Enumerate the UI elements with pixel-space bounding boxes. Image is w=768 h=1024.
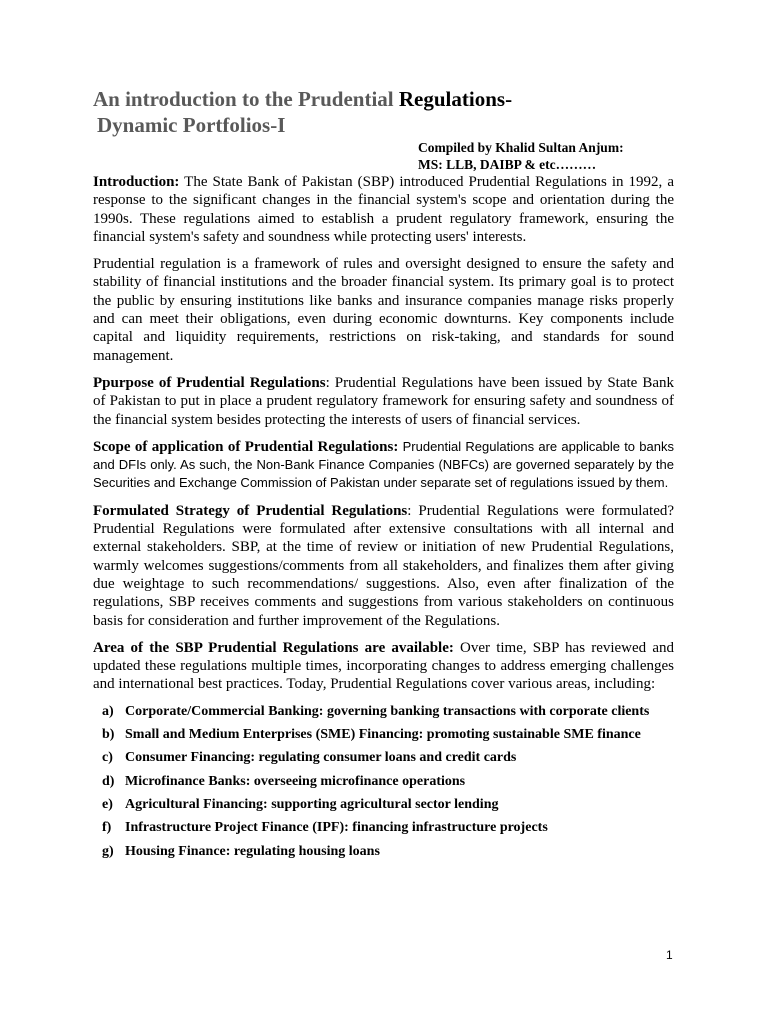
title-part-1: An introduction to the Prudential	[93, 87, 399, 111]
document-title	[93, 86, 674, 138]
scope-text: Prudential Regulations are applicable to banks and DFIs only. As such, the Non-Bank Finance Companies (NBFCs) are governed separately by the Securities and Exchange Commission of Pakistan under separate set of regulations issued by them.	[93, 438, 674, 491]
area-text: Over time, SBP has reviewed and updated these regulations multiple times, incorporating changes to address emerging challenges and international best practices. Today, Prudential Regulations cover various areas, including:	[93, 639, 674, 693]
area-paragraph	[93, 639, 674, 694]
purpose-paragraph	[93, 374, 674, 429]
list-item	[93, 819, 674, 836]
strategy-paragraph	[93, 502, 674, 630]
scope-paragraph	[93, 438, 674, 493]
list-item	[93, 843, 674, 860]
list-marker: e)	[102, 796, 113, 812]
intro-paragraph	[93, 173, 674, 246]
document-page	[93, 86, 674, 866]
strategy-text: : Prudential Regulations were formulated? Prudential Regulations were formulated after extensive consultations with all internal and external stakeholders. SBP, at the time of review or initiation of new Prudential Regulations, warmly welcomes suggestions/comments from all stakeholders, and finalizes them after giving due weightage to such recommendations/ suggestions. Also, even after finalization of the regulations, SBP receives comments and suggestions from various stakeholders on continuous basis for consideration and further improvement of the Regulations.	[93, 502, 675, 629]
list-marker: f)	[102, 820, 112, 836]
list-marker: a)	[102, 703, 114, 719]
areas-list	[93, 703, 674, 860]
list-item	[93, 773, 674, 790]
title-line-2: Dynamic Portfolios-I	[97, 113, 286, 137]
list-item-text: Corporate/Commercial Banking: governing banking transactions with corporate clients	[125, 703, 650, 719]
title-part-2: Regulations-	[398, 87, 513, 111]
list-item-text: Microfinance Banks: overseeing microfinance operations	[125, 773, 466, 789]
list-item-text: Consumer Financing: regulating consumer loans and credit cards	[125, 750, 517, 766]
list-marker: g)	[102, 843, 114, 859]
author-credit	[418, 139, 674, 173]
page-number: 1	[666, 948, 673, 962]
scope-heading: Scope of application of Prudential Regulations:	[93, 438, 399, 455]
intro-heading: Introduction:	[93, 174, 180, 190]
strategy-heading: Formulated Strategy of Prudential Regulations	[93, 502, 408, 519]
intro-text: The State Bank of Pakistan (SBP) introduced Prudential Regulations in 1992, a response to the significant changes in the financial system's scope and orientation during the 1990s. These regulations aimed to establish a prudent regulatory framework, ensuring the financial system's safety and soundness while protecting users' interests.	[93, 174, 674, 245]
list-item	[93, 726, 674, 743]
author-qualifications: MS: LLB, DAIBP & etc………	[418, 157, 597, 172]
area-heading: Area of the SBP Prudential Regulations are available:	[93, 639, 454, 656]
list-item	[93, 703, 674, 720]
list-item	[93, 796, 674, 813]
purpose-text: : Prudential Regulations have been issued by State Bank of Pakistan to put in place a prudent regulatory framework for ensuring safety and soundness of the financial system besides protecting the interests of users of financial services.	[93, 374, 674, 428]
purpose-heading: Ppurpose of Prudential Regulations	[93, 374, 326, 391]
list-item-text: Housing Finance: regulating housing loans	[125, 843, 380, 859]
list-item-text: Infrastructure Project Finance (IPF): financing infrastructure projects	[125, 820, 548, 836]
list-marker: d)	[102, 773, 115, 789]
compiled-by: Compiled by Khalid Sultan Anjum:	[418, 140, 624, 155]
list-item	[93, 749, 674, 766]
list-item-text: Agricultural Financing: supporting agricultural sector lending	[125, 796, 499, 812]
definition-paragraph: Prudential regulation is a framework of rules and oversight designed to ensure the safety and stability of financial institutions and the broader financial system. Its primary goal is to protect the public by ensuring institutions like banks and insurance companies manage risks properly and can meet their obligations, even during economic downturns. Key components include capital and liquidity requirements, restrictions on risk-taking, and standards for sound management.	[93, 256, 674, 364]
list-marker: b)	[102, 727, 115, 743]
list-marker: c)	[102, 750, 113, 766]
list-item-text: Small and Medium Enterprises (SME) Financing: promoting sustainable SME finance	[125, 727, 641, 743]
